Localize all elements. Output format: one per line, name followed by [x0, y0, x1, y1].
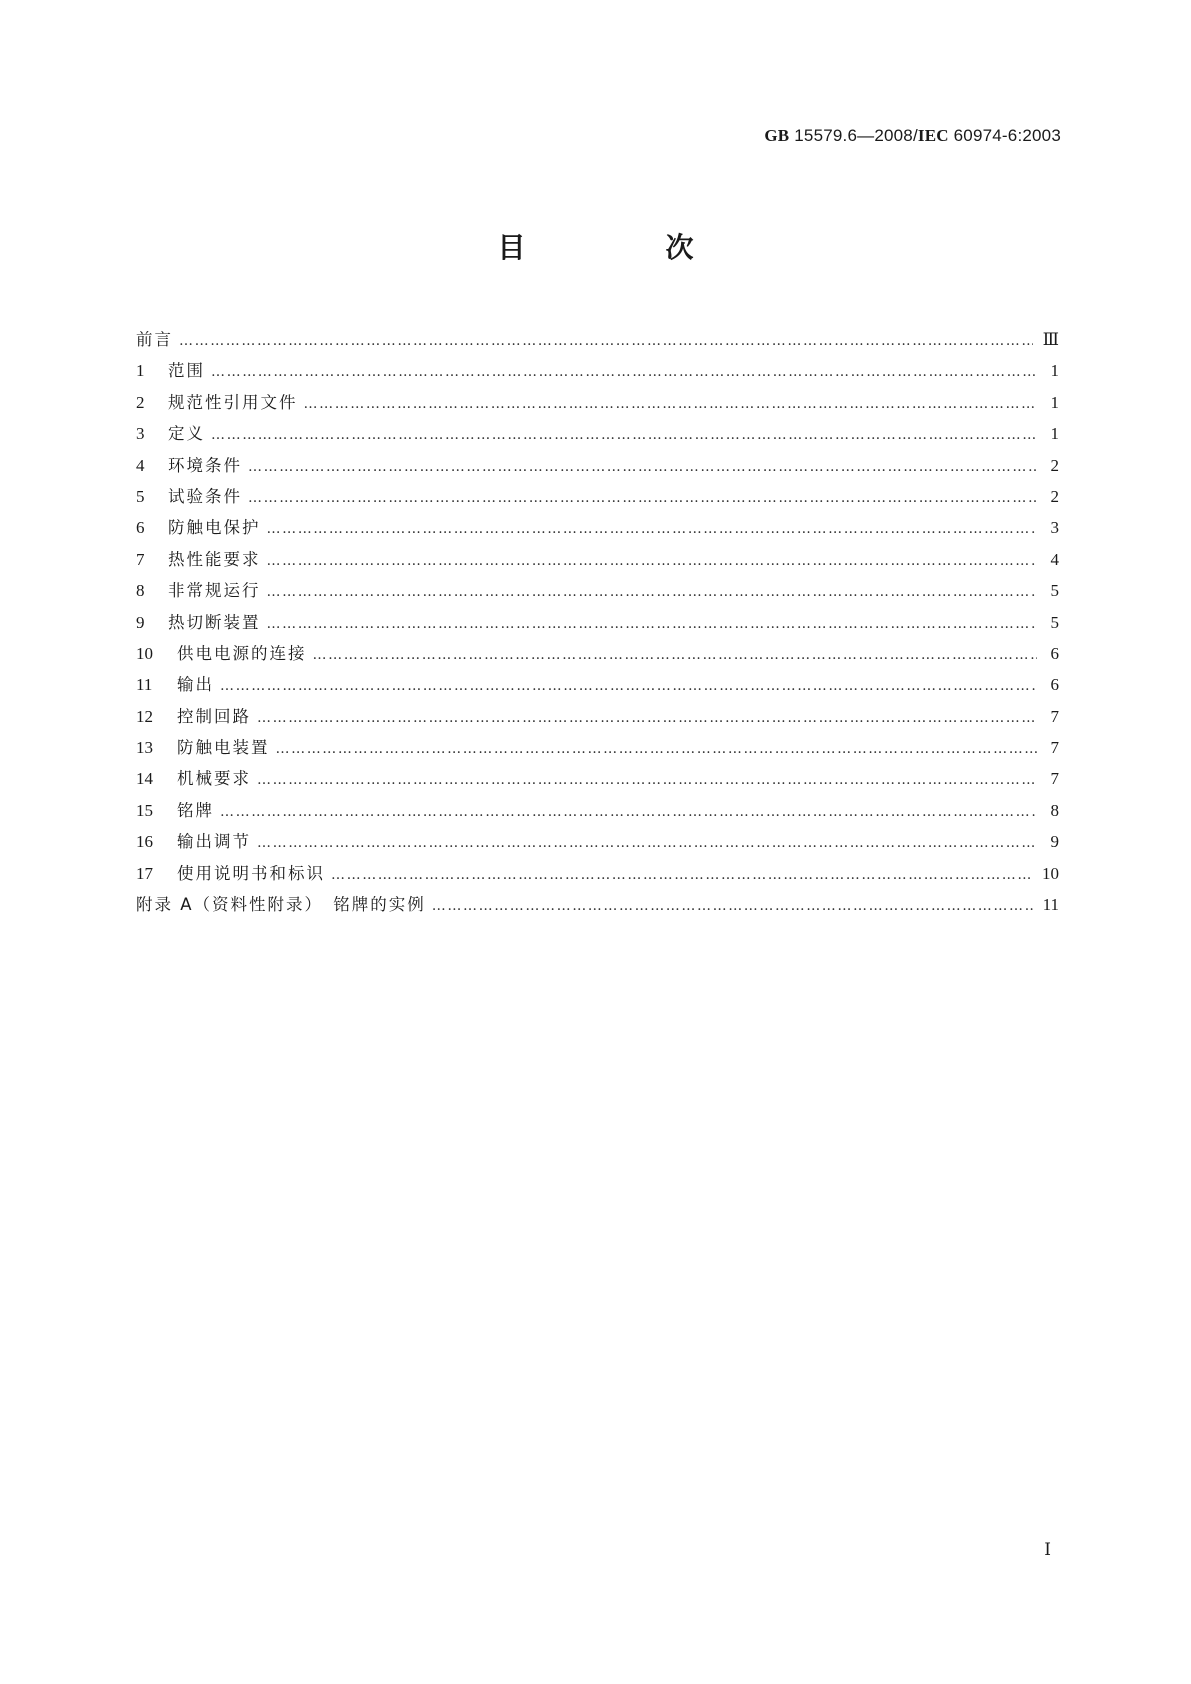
- toc-entry-page: 7: [1050, 706, 1059, 726]
- toc-entry-label: 热性能要求: [168, 549, 261, 569]
- toc-entry-label: 前言: [136, 330, 173, 349]
- toc-entry[interactable]: [136, 389, 1059, 420]
- toc-entry-page: 11: [1042, 895, 1059, 915]
- toc-entry[interactable]: [136, 452, 1059, 483]
- toc-entry-page: 1: [1050, 424, 1059, 444]
- toc-dot-leader: [257, 835, 1037, 851]
- toc-dot-leader: [313, 647, 1038, 663]
- toc-entry-page: 3: [1050, 518, 1059, 538]
- toc-entry[interactable]: [136, 797, 1059, 828]
- toc-entry-label: 定义: [168, 424, 205, 444]
- toc-entry[interactable]: [136, 703, 1059, 734]
- toc-entry-page: 10: [1042, 863, 1059, 883]
- toc-dot-leader: [179, 333, 1033, 349]
- toc-entry[interactable]: [136, 891, 1059, 922]
- toc-entry[interactable]: [136, 326, 1059, 357]
- toc-entry[interactable]: [136, 609, 1059, 640]
- toc-entry[interactable]: [136, 357, 1059, 388]
- toc-dot-leader: [248, 459, 1037, 475]
- toc-entry-number: 11: [136, 675, 153, 695]
- toc-entry-page: 2: [1050, 455, 1059, 475]
- toc-entry-label: 防触电装置: [177, 738, 270, 758]
- toc-entry-label: 防触电保护: [168, 518, 261, 538]
- toc-dot-leader: [331, 867, 1032, 883]
- toc-entry-page: 7: [1050, 738, 1059, 758]
- toc-entry-label: 控制回路: [177, 706, 251, 726]
- standard-code-header: [764, 126, 1061, 146]
- toc-dot-leader: [432, 898, 1033, 914]
- toc-entry[interactable]: [136, 577, 1059, 608]
- toc-entry-label: 范围: [168, 361, 205, 381]
- toc-entry-label: 供电电源的连接: [177, 643, 307, 663]
- toc-dot-leader: [211, 427, 1037, 443]
- toc-entry-page: 2: [1050, 486, 1059, 506]
- toc-dot-leader: [257, 772, 1037, 788]
- toc-entry-label: 使用说明书和标识: [177, 863, 325, 883]
- toc-entry-page: 1: [1050, 392, 1059, 412]
- toc-entry[interactable]: [136, 640, 1059, 671]
- toc-dot-leader: [220, 678, 1037, 694]
- toc-entry[interactable]: [136, 734, 1059, 765]
- toc-entry-label: 非常规运行: [168, 581, 261, 601]
- toc-dot-leader: [267, 553, 1038, 569]
- toc-entry-page: 5: [1050, 612, 1059, 632]
- toc-entry[interactable]: [136, 546, 1059, 577]
- toc-dot-leader: [220, 804, 1037, 820]
- toc-entry[interactable]: [136, 828, 1059, 859]
- toc-dot-leader: [267, 584, 1038, 600]
- toc-entry-label: 机械要求: [177, 769, 251, 789]
- toc-entry-label: 环境条件: [168, 455, 242, 475]
- toc-entry-page: 6: [1050, 675, 1059, 695]
- page-title: 目 次: [497, 231, 750, 264]
- toc-dot-leader: [267, 616, 1038, 632]
- table-of-contents: [136, 326, 1059, 922]
- toc-entry-label: 输出调节: [177, 832, 251, 852]
- toc-entry-label: 规范性引用文件: [168, 392, 298, 412]
- toc-entry-label: 铭牌: [177, 800, 214, 820]
- toc-entry[interactable]: [136, 671, 1059, 702]
- toc-entry-number: 15: [136, 800, 153, 820]
- toc-entry[interactable]: [136, 765, 1059, 796]
- toc-entry-number: 16: [136, 832, 153, 852]
- toc-entry-page: 7: [1050, 769, 1059, 789]
- toc-entry-number: 10: [136, 643, 153, 663]
- toc-entry-label: 热切断装置: [168, 612, 261, 632]
- toc-entry-number: 7: [136, 549, 145, 569]
- toc-entry-page: 1: [1050, 361, 1059, 381]
- toc-entry-page: 6: [1050, 643, 1059, 663]
- toc-dot-leader: [276, 741, 1038, 757]
- toc-entry-number: 6: [136, 518, 145, 538]
- toc-entry-number: 13: [136, 738, 153, 758]
- toc-entry-number: 17: [136, 863, 153, 883]
- toc-entry-number: 2: [136, 392, 145, 412]
- page-number: Ⅰ: [1044, 1540, 1051, 1559]
- toc-entry-page: 4: [1050, 549, 1059, 569]
- toc-dot-leader: [257, 710, 1037, 726]
- toc-entry-number: 3: [136, 424, 145, 444]
- toc-entry-label: 试验条件: [168, 486, 242, 506]
- toc-entry-number: 1: [136, 361, 145, 381]
- toc-entry[interactable]: [136, 483, 1059, 514]
- toc-entry-number: 12: [136, 706, 153, 726]
- iec-number: 60974-6:2003: [953, 126, 1061, 145]
- toc-entry-page: 5: [1050, 581, 1059, 601]
- toc-entry-number: 4: [136, 455, 145, 475]
- toc-entry-page: 9: [1050, 832, 1059, 852]
- toc-dot-leader: [304, 396, 1038, 412]
- toc-entry[interactable]: [136, 860, 1059, 891]
- toc-entry-number: 9: [136, 612, 145, 632]
- toc-entry-number: 8: [136, 581, 145, 601]
- toc-dot-leader: [211, 364, 1037, 380]
- toc-entry-page: 8: [1050, 800, 1059, 820]
- gb-number: 15579.6—2008/: [794, 126, 918, 145]
- toc-entry-label: 附录 A（资料性附录） 铭牌的实例: [136, 895, 426, 915]
- iec-prefix: IEC: [917, 126, 949, 145]
- toc-entry-number: 14: [136, 769, 153, 789]
- toc-dot-leader: [248, 490, 1037, 506]
- toc-entry-number: 5: [136, 486, 145, 506]
- toc-entry[interactable]: [136, 420, 1059, 451]
- toc-entry-label: 输出: [177, 675, 214, 695]
- toc-dot-leader: [267, 521, 1038, 537]
- toc-entry-page: Ⅲ: [1042, 330, 1059, 349]
- toc-entry[interactable]: [136, 514, 1059, 545]
- gb-prefix: GB: [764, 126, 790, 145]
